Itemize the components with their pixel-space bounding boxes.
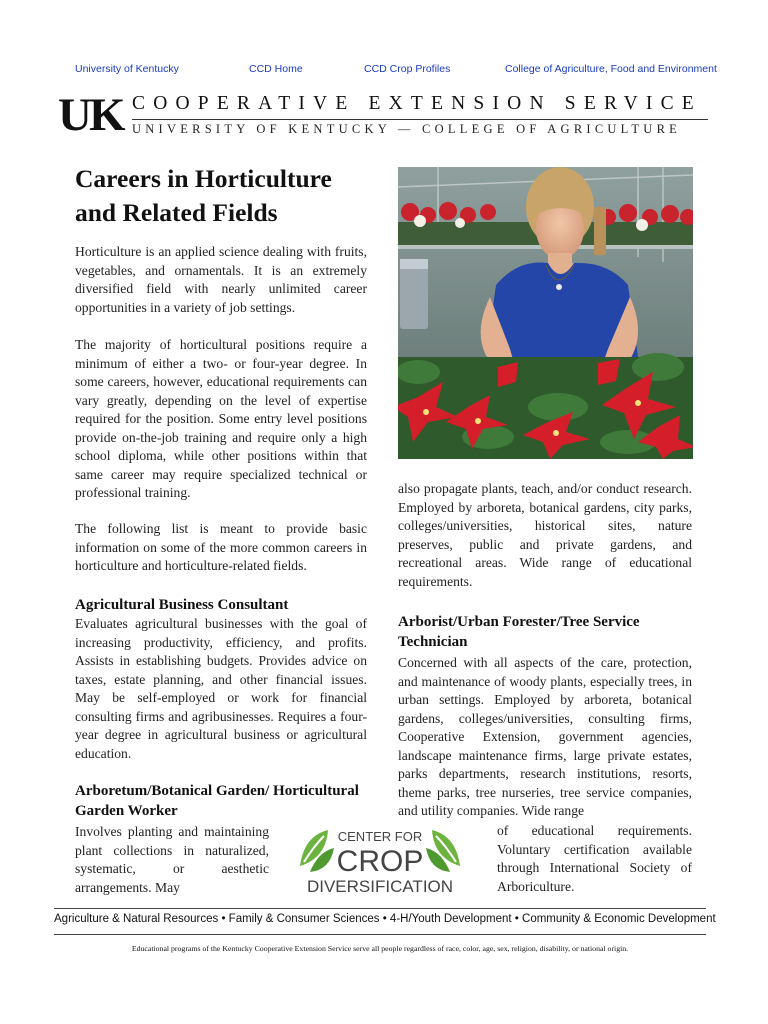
section-text-arborist: Concerned with all aspects of the care, protection, and maintenance of woody plants, especially trees, in urban settings. Employed by arboreta, botanical gardens, colleges/universities, consulting firms, Cooperative Extension, government agencies, landscape maintenance firms, large private estates, parks departments, research institutions, resorts, theme parks, tree nurseries, tree service companies, and utility companies. Wide range bbox=[398, 655, 692, 818]
nav-link-college-of-agriculture[interactable]: College of Agriculture, Food and Environment bbox=[505, 63, 717, 75]
intro-paragraph-2: The majority of horticultural positions require a minimum of either a two- or four-year degree. In some careers, however, educational requirements can vary greatly, depending on the level of expertise required for the position. Some entry level positions provide on-the-job training and require only a high school diploma, while other positions within that same career may require specialized technical or professional training. bbox=[75, 337, 367, 500]
section-text-agricultural-business-consultant: Evaluates agricultural businesses with the goal of increasing productivity, efficiency, and profits. Assists in establishing budgets. Provides advice on taxes, estate planning, and other financial issues. May be self-employed or work for financial consulting firms and agribusinesses. Requires a four-year degree in agricultural business or agricultural education. bbox=[75, 616, 367, 761]
section-heading-arborist: Arborist/Urban Forester/Tree Service Technician bbox=[398, 614, 640, 650]
intro-paragraph-1: Horticulture is an applied science dealing with fruits, vegetables, and ornamentals. It is an extremely diversified field with nearly unlimited career opportunities in a variety of job settings. bbox=[75, 244, 367, 315]
uk-logo-text: UK bbox=[58, 89, 123, 141]
uk-logo bbox=[58, 89, 123, 141]
crop-logo-line3: DIVERSIFICATION bbox=[306, 877, 454, 896]
masthead-divider bbox=[132, 119, 708, 120]
footer-bottom-rule bbox=[54, 934, 706, 935]
nav-link-university-of-kentucky[interactable]: University of Kentucky bbox=[75, 63, 179, 75]
page-title: Careers in Horticulture and Related Fields bbox=[75, 164, 332, 227]
nav-link-ccd-home[interactable]: CCD Home bbox=[249, 63, 303, 75]
left-leaf-icon bbox=[300, 830, 334, 872]
center-for-crop-diversification-logo bbox=[296, 826, 464, 896]
section-heading-agricultural-business-consultant: Agricultural Business Consultant bbox=[75, 597, 289, 613]
masthead-subtitle: UNIVERSITY OF KENTUCKY — COLLEGE OF AGRICULTURE bbox=[132, 122, 682, 136]
footer-program-areas: Agriculture & Natural Resources • Family & Consumer Sciences • 4-H/Youth Development • Community & Economic Development bbox=[54, 913, 716, 925]
section-text-arboretum-worker: Involves planting and maintaining plant collections in naturalized, systematic, or aesthetic arrangements. May bbox=[75, 824, 269, 895]
footer-top-rule bbox=[54, 908, 706, 909]
nav-link-ccd-crop-profiles[interactable]: CCD Crop Profiles bbox=[364, 63, 451, 75]
section-text-arborist-tail: of educational requirements. Voluntary certification available through International Society of Arboriculture. bbox=[497, 823, 692, 894]
crop-logo-line1: CENTER FOR bbox=[337, 829, 423, 844]
right-leaf-icon bbox=[426, 830, 460, 872]
masthead-title: COOPERATIVE EXTENSION SERVICE bbox=[132, 93, 702, 114]
section-text-arboretum-worker-continued: also propagate plants, teach, and/or conduct research. Employed by arboreta, botanical gardens, city parks, colleges/universities, historical sites, nature preserves, public and private gardens, and recreational areas. Wide range of educational requirements. bbox=[398, 481, 692, 589]
student-with-poinsettias-photo bbox=[398, 167, 693, 459]
section-heading-arboretum-worker: Arboretum/Botanical Garden/ Horticultural Garden Worker bbox=[75, 783, 359, 819]
footer-nondiscrimination-note: Educational programs of the Kentucky Cooperative Extension Service serve all people regardless of race, color, age, sex, religion, disability, or national origin. bbox=[131, 944, 629, 953]
intro-paragraph-3: The following list is meant to provide basic information on some of the more common careers in horticulture and horticulture-related fields. bbox=[75, 521, 367, 573]
crop-logo-line2: CROP bbox=[336, 845, 424, 878]
